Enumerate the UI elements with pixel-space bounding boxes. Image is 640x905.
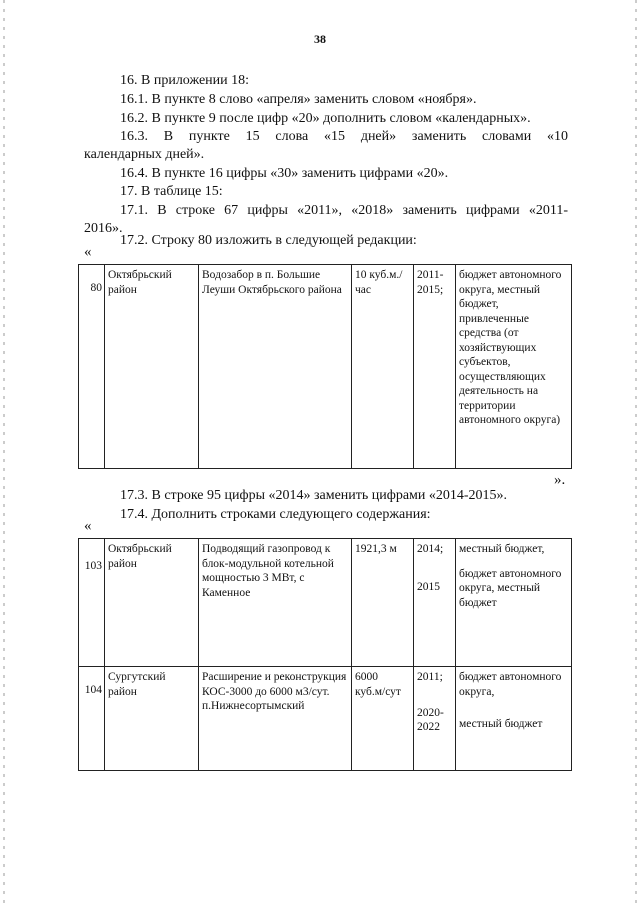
- opening-quote-1: «: [84, 244, 92, 260]
- paragraph-16-2: 16.2. В пункте 9 после цифр «20» дополнить словом «календарных».: [120, 111, 531, 126]
- capacity-cell: 6000 куб.м/сут: [352, 667, 414, 771]
- object-cell: Водозабор в п. Большие Леуши Октябрьского района: [199, 265, 352, 469]
- funding-cell: бюджет автономного округа, местный бюджет, привлеченные средства (от хозяйствующих субъектов, осуществляющих деятельность на территории автономного округа): [456, 265, 572, 469]
- row-number: 103: [79, 539, 105, 667]
- capacity-cell: 10 куб.м./час: [352, 265, 414, 469]
- paragraph-16-4: 16.4. В пункте 16 цифры «30» заменить цифрами «20».: [120, 166, 449, 181]
- funding-1: бюджет автономного округа,: [459, 671, 562, 698]
- district-cell: Октябрьский район: [105, 265, 199, 469]
- table-row: [79, 539, 572, 667]
- paragraph-17-4: 17.4. Дополнить строками следующего содержания:: [120, 507, 431, 522]
- closing-quote-1: ».: [554, 472, 566, 488]
- table-row-80: [78, 264, 572, 469]
- page-number: 38: [314, 32, 326, 46]
- years-cell: [414, 539, 456, 667]
- row-number: 80: [79, 265, 105, 469]
- capacity-cell: 1921,3 м: [352, 539, 414, 667]
- paragraph-16-1: 16.1. В пункте 8 слово «апреля» заменить словом «ноября».: [120, 92, 477, 107]
- years-cell: 2011-2015;: [414, 265, 456, 469]
- table-row: [79, 265, 572, 469]
- row-number: 104: [79, 667, 105, 771]
- funding-cell: [456, 539, 572, 667]
- table-rows-103-104: [78, 538, 572, 771]
- year-1: 2014;: [417, 543, 444, 555]
- paragraph-17-1-line1: 17.1. В строке 67 цифры «2011», «2018» заменить цифрами «2011-: [120, 203, 568, 218]
- paragraph-16-3-line1: 16.3. В пункте 15 слова «15 дней» заменить словами «10: [120, 129, 568, 144]
- paragraph-16: 16. В приложении 18:: [120, 73, 250, 88]
- opening-quote-2: «: [84, 518, 92, 534]
- paragraph-17-3: 17.3. В строке 95 цифры «2014» заменить цифрами «2014-2015».: [120, 488, 508, 503]
- object-cell: Расширение и реконструкция КОС-3000 до 6000 м3/сут. п.Нижнесортымский: [199, 667, 352, 771]
- year-2: 2020-2022: [417, 706, 444, 733]
- funding-1: местный бюджет,: [459, 543, 545, 555]
- object-cell: Подводящий газопровод к блок-модульной котельной мощностью 3 МВт, с Каменное: [199, 539, 352, 667]
- scan-edge-left: [3, 0, 5, 905]
- district-cell: Сургутский район: [105, 667, 199, 771]
- funding-cell: [456, 667, 572, 771]
- funding-2: местный бюджет: [459, 718, 543, 730]
- funding-2: бюджет автономного округа, местный бюджет: [459, 567, 562, 609]
- years-cell: [414, 667, 456, 771]
- paragraph-17: 17. В таблице 15:: [120, 184, 223, 199]
- paragraph-16-3-line2: календарных дней».: [84, 147, 205, 162]
- paragraph-17-2: 17.2. Строку 80 изложить в следующей редакции:: [120, 233, 417, 248]
- scan-edge-right: [635, 0, 637, 905]
- year-2: 2015: [417, 580, 440, 593]
- paragraph-17-1-line2: 2016».: [84, 221, 123, 236]
- district-cell: Октябрьский район: [105, 539, 199, 667]
- table-row: [79, 667, 572, 771]
- year-1: 2011;: [417, 671, 443, 683]
